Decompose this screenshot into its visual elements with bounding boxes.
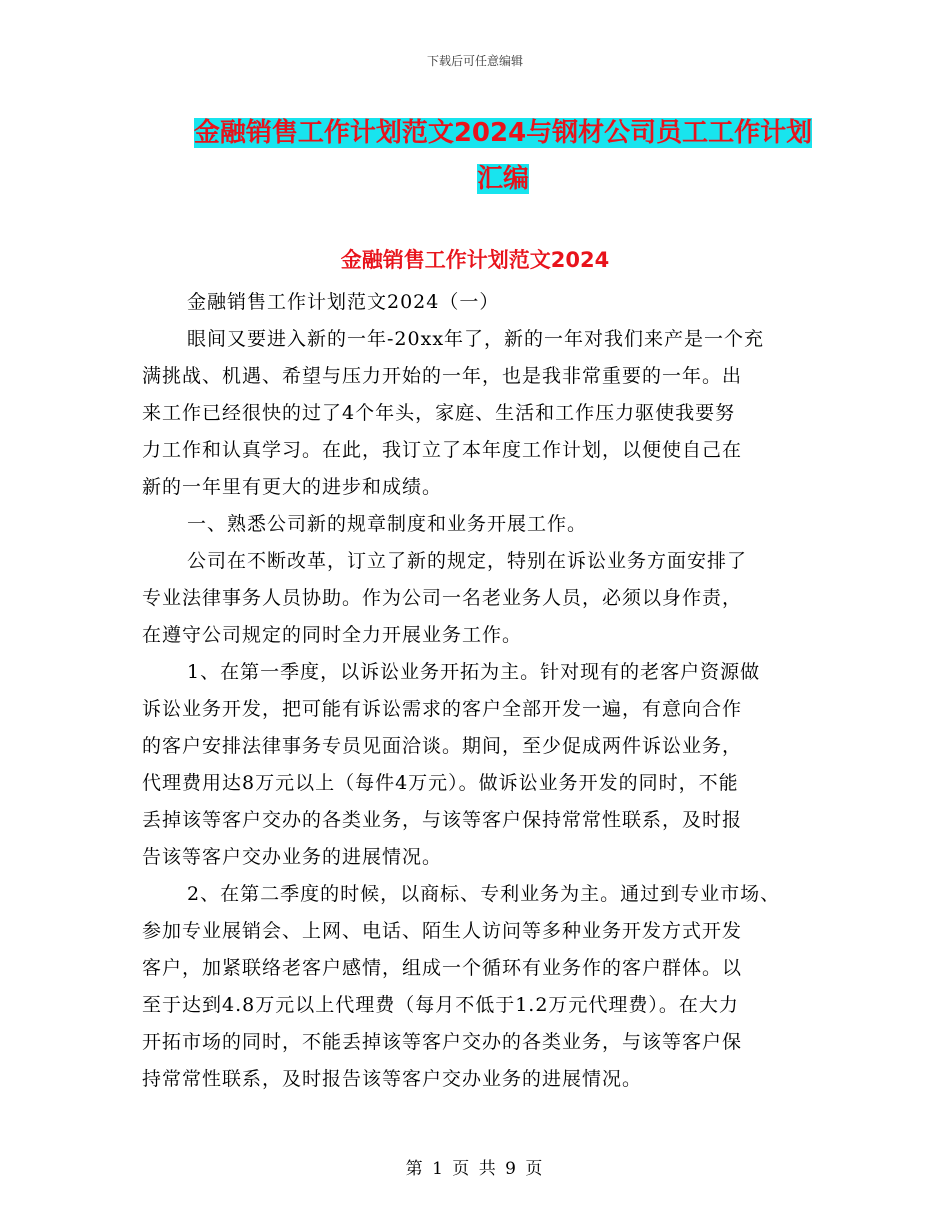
paragraph-line: 眼间又要进入新的一年-20xx年了，新的一年对我们来产是一个充 [187,328,765,350]
paragraph-line: 诉讼业务开发，把可能有诉讼需求的客户全部开发一遍，有意向合作 [142,698,743,720]
paragraph-line: 公司在不断改革，订立了新的规定，特别在诉讼业务方面安排了 [187,550,748,572]
paragraph-line: 代理费用达8万元以上（每件4万元）。做诉讼业务开发的同时，不能 [142,772,739,794]
paragraph-line: 开拓市场的同时，不能丢掉该等客户交办的各类业务，与该等客户保 [142,1031,743,1053]
paragraph-line: 参加专业展销会、上网、电话、陌生人访问等多种业务开发方式开发 [142,920,743,942]
paragraph-line: 满挑战、机遇、希望与压力开始的一年，也是我非常重要的一年。出 [142,365,743,387]
paragraph-line: 丢掉该等客户交办的各类业务，与该等客户保持常常性联系，及时报 [142,809,743,831]
paragraph-line: 2、在第二季度的时候，以商标、专利业务为主。通过到专业市场、 [187,883,781,905]
paragraph-line: 至于达到4.8万元以上代理费（每月不低于1.2万元代理费）。在大力 [142,994,739,1016]
paragraph-line: 专业法律事务人员协助。作为公司一名老业务人员，必须以身作责， [142,587,743,609]
paragraph-line: 来工作已经很快的过了4个年头，家庭、生活和工作压力驱使我要努 [142,402,736,424]
document-title [188,110,818,202]
paragraph-line: 的客户安排法律事务专员见面洽谈。期间，至少促成两件诉讼业务， [142,735,743,757]
title-line-2: 汇编 [476,164,529,194]
paragraph-line: 持常常性联系，及时报告该等客户交办业务的进展情况。 [142,1068,643,1090]
section-title: 金融销售工作计划范文2024 [340,248,610,272]
paragraph-line: 客户，加紧联络老客户感情，组成一个循环有业务作的客户群体。以 [142,957,743,979]
heading-line: 一、熟悉公司新的规章制度和业务开展工作。 [187,513,588,535]
subtitle-line: 金融销售工作计划范文2024（一） [187,291,500,313]
page-number: 第 1 页 共 9 页 [405,1159,545,1179]
paragraph-line: 力工作和认真学习。在此，我订立了本年度工作计划，以便使自己在 [142,439,743,461]
paragraph-line: 告该等客户交办业务的进展情况。 [142,846,443,868]
paragraph-line: 1、在第一季度，以诉讼业务开拓为主。针对现有的老客户资源做 [187,661,761,683]
title-line-1: 金融销售工作计划范文2024与钢材公司员工工作计划 [193,118,813,148]
paragraph-line: 在遵守公司规定的同时全力开展业务工作。 [142,624,523,646]
document-body [142,284,812,1098]
header-note: 下载后可任意编辑 [426,54,523,68]
paragraph-line: 新的一年里有更大的进步和成绩。 [142,476,443,498]
